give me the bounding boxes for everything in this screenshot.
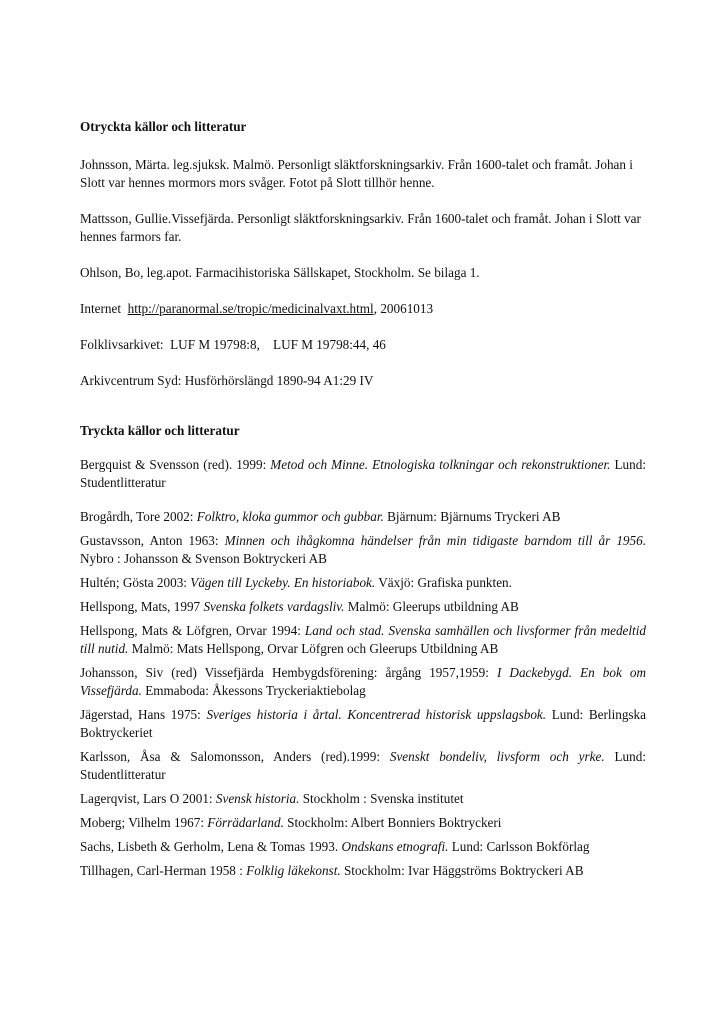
reference-item: Hultén; Gösta 2003: Vägen till Lyckeby. En historiabok. Växjö: Grafiska punkten.: [80, 575, 512, 590]
source-entry-ohlson: Ohlson, Bo, leg.apot. Farmacihistoriska Sällskapet, Stockholm. Se bilaga 1.: [80, 265, 480, 280]
reference-list: [80, 456, 646, 880]
source-entry-mattsson: Mattsson, Gullie.Vissefjärda. Personligt släktforskningsarkiv. Från 1600-talet och framåt. Johan i Slott var hennes farmors far.: [80, 211, 641, 244]
reference-item: Hellspong, Mats, 1997 Svenska folkets vardagsliv. Malmö: Gleerups utbildning AB: [80, 599, 519, 614]
internet-label: Internet: [80, 301, 122, 316]
internet-link[interactable]: http://paranormal.se/tropic/medicinalvaxt.html: [127, 301, 374, 316]
source-entry-johnsson: Johnsson, Märta. leg.sjuksk. Malmö. Personligt släktforskningsarkiv. Från 1600-talet och framåt. Johan i Slott var hennes mormors mors svåger. Fotot på Slott tillhör henne.: [80, 157, 633, 190]
section-heading-printed: Tryckta källor och litteratur: [80, 423, 240, 438]
reference-item: Tillhagen, Carl-Herman 1958 : Folklig läkekonst. Stockholm: Ivar Häggströms Boktryckeri AB: [80, 863, 584, 878]
reference-item: Karlsson, Åsa & Salomonsson, Anders (red).1999: Svenskt bondeliv, livsform och yrke. Lund: Studentlitteratur: [80, 749, 646, 782]
document-page: [80, 118, 646, 880]
source-entry-arkivcentrum: Arkivcentrum Syd: Husförhörslängd 1890-94 A1:29 IV: [80, 373, 374, 388]
reference-item: Gustavsson, Anton 1963: Minnen och ihågkomna händelser från min tidigaste barndom till år 1956. Nybro : Johansson & Svenson Boktryckeri AB: [80, 533, 646, 566]
reference-item: Sachs, Lisbeth & Gerholm, Lena & Tomas 1993. Ondskans etnografi. Lund: Carlsson Bokförlag: [80, 839, 590, 854]
reference-item: Moberg; Vilhelm 1967: Förrädarland. Stockholm: Albert Bonniers Boktryckeri: [80, 815, 502, 830]
reference-item: Johansson, Siv (red) Vissefjärda Hembygdsförening: årgång 1957,1959: I Dackebygd. En bok om Vissefjärda. Emmaboda: Åkessons Tryckeriaktiebolag: [80, 665, 646, 698]
source-entry-folklivsarkivet: Folklivsarkivet: LUF M 19798:8, LUF M 19798:44, 46: [80, 337, 386, 352]
reference-item: Jägerstad, Hans 1975: Sveriges historia i årtal. Koncentrerad historisk uppslagsbok. Lund: Berlingska Boktryckeriet: [80, 707, 647, 740]
reference-item: Hellspong, Mats & Löfgren, Orvar 1994: Land och stad. Svenska samhällen och livsformer från medeltid till nutid. Malmö: Mats Hellspong, Orvar Löfgren och Gleerups Utbildning AB: [80, 623, 646, 656]
reference-item: Bergquist & Svensson (red). 1999: Metod och Minne. Etnologiska tolkningar och rekonstruktioner. Lund: Studentlitteratur: [80, 457, 646, 490]
internet-date: , 20061013: [373, 301, 434, 316]
reference-item: Lagerqvist, Lars O 2001: Svensk historia. Stockholm : Svenska institutet: [80, 791, 464, 806]
source-entry-internet: [80, 300, 646, 318]
section-heading-unprinted: Otryckta källor och litteratur: [80, 119, 247, 134]
reference-item: Brogårdh, Tore 2002: Folktro, kloka gummor och gubbar. Bjärnum: Bjärnums Tryckeri AB: [80, 509, 561, 524]
